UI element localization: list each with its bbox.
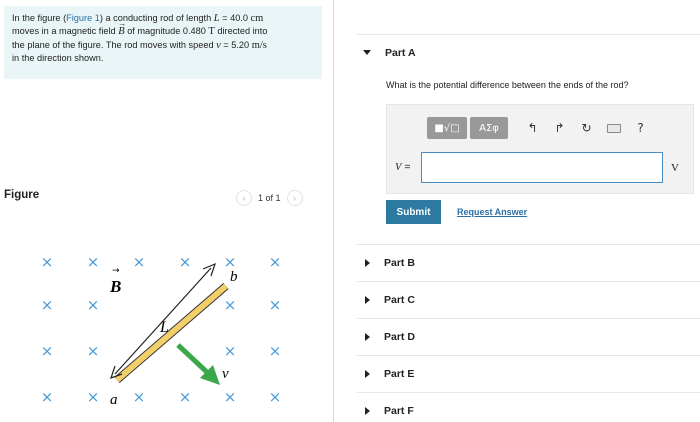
part-f-header[interactable]: Part F (357, 392, 700, 422)
caret-right-icon (365, 370, 370, 378)
length-label: L (160, 319, 169, 336)
end-a-label: a (110, 392, 118, 408)
template-button[interactable]: ■√□ (427, 117, 467, 139)
field-symbol: → B (118, 26, 124, 38)
field-cross: × (223, 253, 237, 271)
field-label: B (110, 277, 122, 296)
answer-variable-label: V = (395, 161, 411, 173)
problem-text: In the figure ( (12, 13, 67, 23)
figure-link[interactable]: Figure 1 (66, 13, 100, 23)
caret-right-icon (365, 407, 370, 415)
field-cross: × (40, 342, 54, 360)
field-cross: × (86, 253, 100, 271)
figure-diagram (30, 235, 300, 415)
field-cross: × (178, 253, 192, 271)
caret-right-icon (365, 333, 370, 341)
redo-icon[interactable]: ↱ (554, 121, 565, 135)
caret-right-icon (365, 259, 370, 267)
math-toolbar (427, 117, 508, 139)
part-b-header[interactable]: Part B (357, 244, 700, 281)
answer-input[interactable] (421, 152, 663, 183)
caret-down-icon (363, 50, 371, 55)
field-cross: × (132, 388, 146, 406)
field-cross: × (132, 253, 146, 271)
speed-symbol: v (216, 39, 221, 51)
field-cross: × (86, 388, 100, 406)
velocity-arrow (178, 345, 210, 375)
field-cross: × (40, 388, 54, 406)
svg-text:→: → (112, 266, 120, 276)
column-divider (333, 0, 334, 422)
request-answer-link[interactable]: Request Answer (457, 207, 528, 217)
end-b-label: b (230, 269, 238, 285)
field-cross: × (268, 342, 282, 360)
toolbar-icons (519, 121, 654, 135)
pager-text: 1 of 1 (258, 193, 281, 203)
part-a-header[interactable] (357, 34, 700, 70)
field-cross: × (86, 296, 100, 314)
part-e-header[interactable]: Part E (357, 355, 700, 392)
figure-pager (236, 190, 303, 206)
field-cross: × (178, 388, 192, 406)
field-cross: × (268, 388, 282, 406)
part-c-header[interactable]: Part C (357, 281, 700, 318)
help-icon[interactable]: ? (637, 121, 644, 135)
keyboard-icon[interactable] (600, 121, 627, 135)
chevron-left-icon[interactable]: ‹ (236, 190, 252, 206)
greek-symbols-button[interactable]: AΣφ (470, 117, 508, 139)
part-a-label: Part A (385, 46, 416, 59)
part-d-header[interactable]: Part D (357, 318, 700, 355)
chevron-right-icon[interactable]: › (287, 190, 303, 206)
answer-panel (386, 104, 694, 194)
length-symbol: L (213, 13, 220, 24)
undo-icon[interactable]: ↰ (527, 121, 538, 135)
reset-icon[interactable]: ↻ (581, 121, 592, 135)
field-cross: × (40, 253, 54, 271)
problem-statement: In the figure (Figure 1) a conducting rod of length L = 40.0 cm moves in a magnetic field → B of magnitude 0.480 T directed into the plane of the figure. The rod moves with speed v = 5.20 m/s in the direction shown. (4, 6, 322, 79)
unit-label: V (671, 162, 679, 174)
field-cross: × (40, 296, 54, 314)
field-cross: × (268, 253, 282, 271)
field-cross: × (268, 296, 282, 314)
field-cross: × (223, 342, 237, 360)
field-cross: × (223, 296, 237, 314)
figure-title: Figure (4, 189, 40, 201)
submit-button[interactable]: Submit (386, 200, 441, 224)
velocity-label: v (222, 366, 229, 382)
field-cross: × (86, 342, 100, 360)
question-text: What is the potential difference between the ends of the rod? (386, 80, 629, 90)
field-cross: × (223, 388, 237, 406)
caret-right-icon (365, 296, 370, 304)
